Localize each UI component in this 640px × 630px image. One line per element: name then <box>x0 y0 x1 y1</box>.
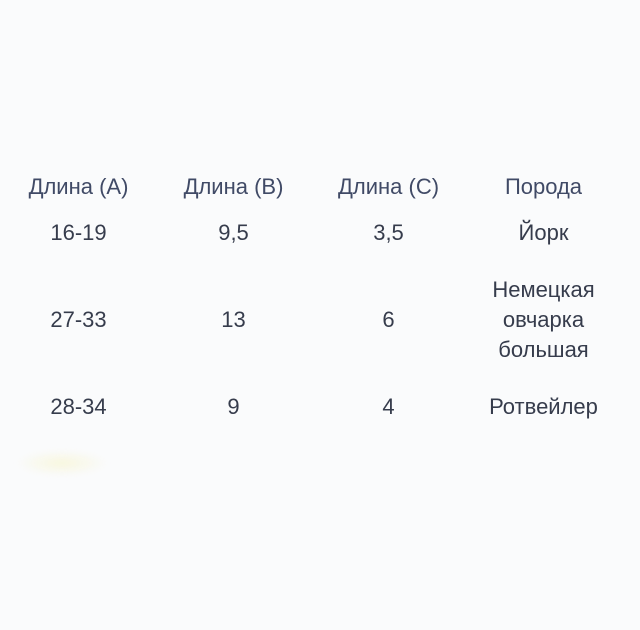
cell-length-a: 28-34 <box>50 394 107 419</box>
cell-length-c: 6 <box>382 307 395 332</box>
column-header-length-a: Длина (A) <box>28 174 129 199</box>
cell-length-c: 4 <box>382 394 395 419</box>
table-row <box>1 210 621 256</box>
column-header-length-c: Длина (C) <box>337 174 440 199</box>
cell-length-a: 16-19 <box>50 220 107 245</box>
column-header-breed: Порода <box>504 174 583 199</box>
dog-measurements-table <box>1 164 621 430</box>
watermark-smudge <box>16 450 108 476</box>
cell-length-b: 13 <box>221 307 246 332</box>
cell-breed: Немецкая овчарка большая <box>492 277 595 362</box>
column-header-length-b: Длина (B) <box>183 174 284 199</box>
cell-breed: Ротвейлер <box>489 394 598 419</box>
table-row <box>1 384 621 430</box>
table-row <box>1 256 621 384</box>
cell-length-b: 9,5 <box>218 220 249 245</box>
cell-length-b: 9 <box>227 394 240 419</box>
cell-length-c: 3,5 <box>373 220 404 245</box>
cell-breed: Йорк <box>518 220 569 245</box>
table-header-row <box>1 164 621 210</box>
cell-length-a: 27-33 <box>50 307 107 332</box>
